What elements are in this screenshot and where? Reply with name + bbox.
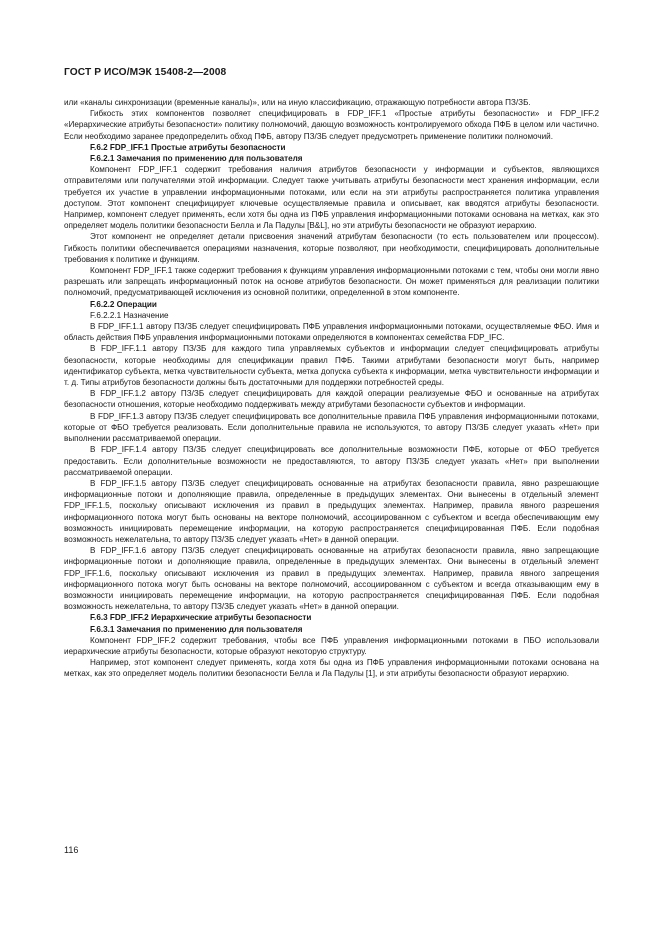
paragraph: Этот компонент не определяет детали присвоения значений атрибутам безопасности (то есть пользователем или процессом). Гибкость политики обеспечивается операциями назначения, которые позволяют, при необходимости, специфицировать дополнительные требования к политике и функциям. [64,232,599,264]
page-number: 116 [64,845,79,855]
paragraph: Компонент FDP_IFF.1 также содержит требования к функциям управления информационными потоками с тем, чтобы они могли явно разрешать или запрещать информационный поток на основе атрибутов безопасности. Он может применяться для реализации политики полномочий, предусматривающей исключения из основной политики, определенной в этом компоненте. [64,266,599,298]
paragraph: Гибкость этих компонентов позволяет специфицировать в FDP_IFF.1 «Простые атрибуты безопасности» и FDP_IFF.2 «Иерархические атрибуты безопасности» политику полномочий, дающую возможность контролируемого обхода ПФБ в целом или частично. Если необходимо заранее предопределить обход ПФБ, автору ПЗ/ЗБ следует предусмотреть применение политики полномочий. [64,109,599,141]
paragraph: В FDP_IFF.1.1 автору ПЗ/ЗБ следует специфицировать ПФБ управления информационными потоками, осуществляемые ФБО. Имя и область действия ПФБ управления информационными потоками определяются в компонентах семейства FDP_IFC. [64,322,599,343]
paragraph: В FDP_IFF.1.6 автору ПЗ/ЗБ следует специфицировать основанные на атрибутах безопасности правила, явно запрещающие информационные потоки и дополняющие правила, определенные в предыдущих элементах. Они вынесены в отдельный элемент FDP_IFF.1.6, поскольку описывают исключения из правил в предыдущих элементах. Например, правила явного запрещения информационного потока могут быть основаны на векторе полномочий, ассоциированном с субъектом и всегда отказывающим ему в возможности инициировать перемещение информации, на которую распространяется специфицированная ПФБ. Если подобная возможность нежелательна, то автору ПЗ/ЗБ следует указать «Нет» в данной операции. [64,546,599,612]
subsection-heading: F.6.2.2 Операции [90,299,157,309]
paragraph: Например, этот компонент следует применять, когда хотя бы одна из ПФБ управления информационными потоками основана на метках, как это определяет модель политики безопасности Белла и Ла Падулы [1], и эти атрибуты безопасности образуют иерархию. [64,658,599,679]
subsection-heading: F.6.3.1 Замечания по применению для пользователя [90,624,303,634]
paragraph: В FDP_IFF.1.4 автору ПЗ/ЗБ следует специфицировать все дополнительные возможности ПФБ, которые от ФБО требуется предоставить. Если дополнительные возможности не предоставляются, то автору ПЗ/ЗБ следует указать «Нет» при выполнении рассматриваемой операции. [64,445,599,477]
paragraph: В FDP_IFF.1.5 автору ПЗ/ЗБ следует специфицировать основанные на атрибутах безопасности правила, явно разрешающие информационные потоки и дополняющие правила, определенные в предыдущих элементах. Они вынесены в отдельный элемент FDP_IFF.1.5, поскольку описывают исключения из правил в предыдущих элементах. Например, правила явного разрешения информационного потока могут быть основаны на векторе полномочий, ассоциированном с субъектом и всегда обеспечивающим ему возможность инициировать перемещение информации, на которую распространяется специфицированная ПФБ. Если подобная возможность нежелательна, то автору ПЗ/ЗБ следует указать «Нет» в данной операции. [64,478,599,544]
paragraph: В FDP_IFF.1.1 автору ПЗ/ЗБ для каждого типа управляемых субъектов и информации следует специфицировать атрибуты безопасности, которые необходимы для спецификации правил ПФБ. Такими атрибутами безопасности могут быть, например идентификатор субъекта, метка чувствительности субъекта, метка допуска субъекта к информации, метка чувствительности информации и т. д. Типы атрибутов безопасности должны быть достаточными для поддержки потребностей среды. [64,344,599,388]
section-heading: F.6.3 FDP_IFF.2 Иерархические атрибуты безопасности [90,613,312,623]
paragraph: или «каналы синхронизации (временные каналы)», или на иную классификацию, отражающую потребности автора ПЗ/ЗБ. [64,98,531,107]
paragraph: В FDP_IFF.1.2 автору ПЗ/ЗБ следует специфицировать для каждой операции реализуемые ФБО и основанные на атрибутах безопасности отношения, которые необходимо поддерживать между атрибутами безопасности субъектов и информации. [64,389,599,410]
section-heading: F.6.2 FDP_IFF.1 Простые атрибуты безопасности [90,142,286,152]
paragraph: Компонент FDP_IFF.2 содержит требования, чтобы все ПФБ управления информационными потоками в ПБО использовали иерархические атрибуты безопасности, которые образуют некоторую структуру. [64,635,599,656]
page-header-title: ГОСТ Р ИСО/МЭК 15408-2—2008 [64,67,227,78]
subsection-heading: F.6.2.1 Замечания по применению для пользователя [90,154,303,164]
subsubsection-heading: F.6.2.2.1 Назначение [90,310,169,320]
paragraph: В FDP_IFF.1.3 автору ПЗ/ЗБ следует специфицировать все дополнительные правила ПФБ управления информационными потоками, которые от ФБО требуется реализовать. Если дополнительные правила не используются, то автору ПЗ/ЗБ следует указать «Нет» при выполнении рассматриваемой операции. [64,411,599,444]
paragraph: Компонент FDP_IFF.1 содержит требования наличия атрибутов безопасности у информации и субъектов, являющихся отправителями или получателями этой информации. Следует также учитывать атрибуты безопасности мест хранения информации, если требуется их участие в управлении информационными потоками, или если на эти атрибуты распространяется политика управления доступом. Этот компонент специфицирует ключевые осуществляемые правила и описывает, как вводятся атрибуты безопасности. Например, компонент следует применять, если хотя бы одна из ПФБ управления информационными потоками основана на метках, как это определяет модель политики безопасности Белла и Ла Падулы [B&L], но эти атрибуты безопасности не образуют иерархию. [64,165,599,231]
document-body [64,97,599,680]
